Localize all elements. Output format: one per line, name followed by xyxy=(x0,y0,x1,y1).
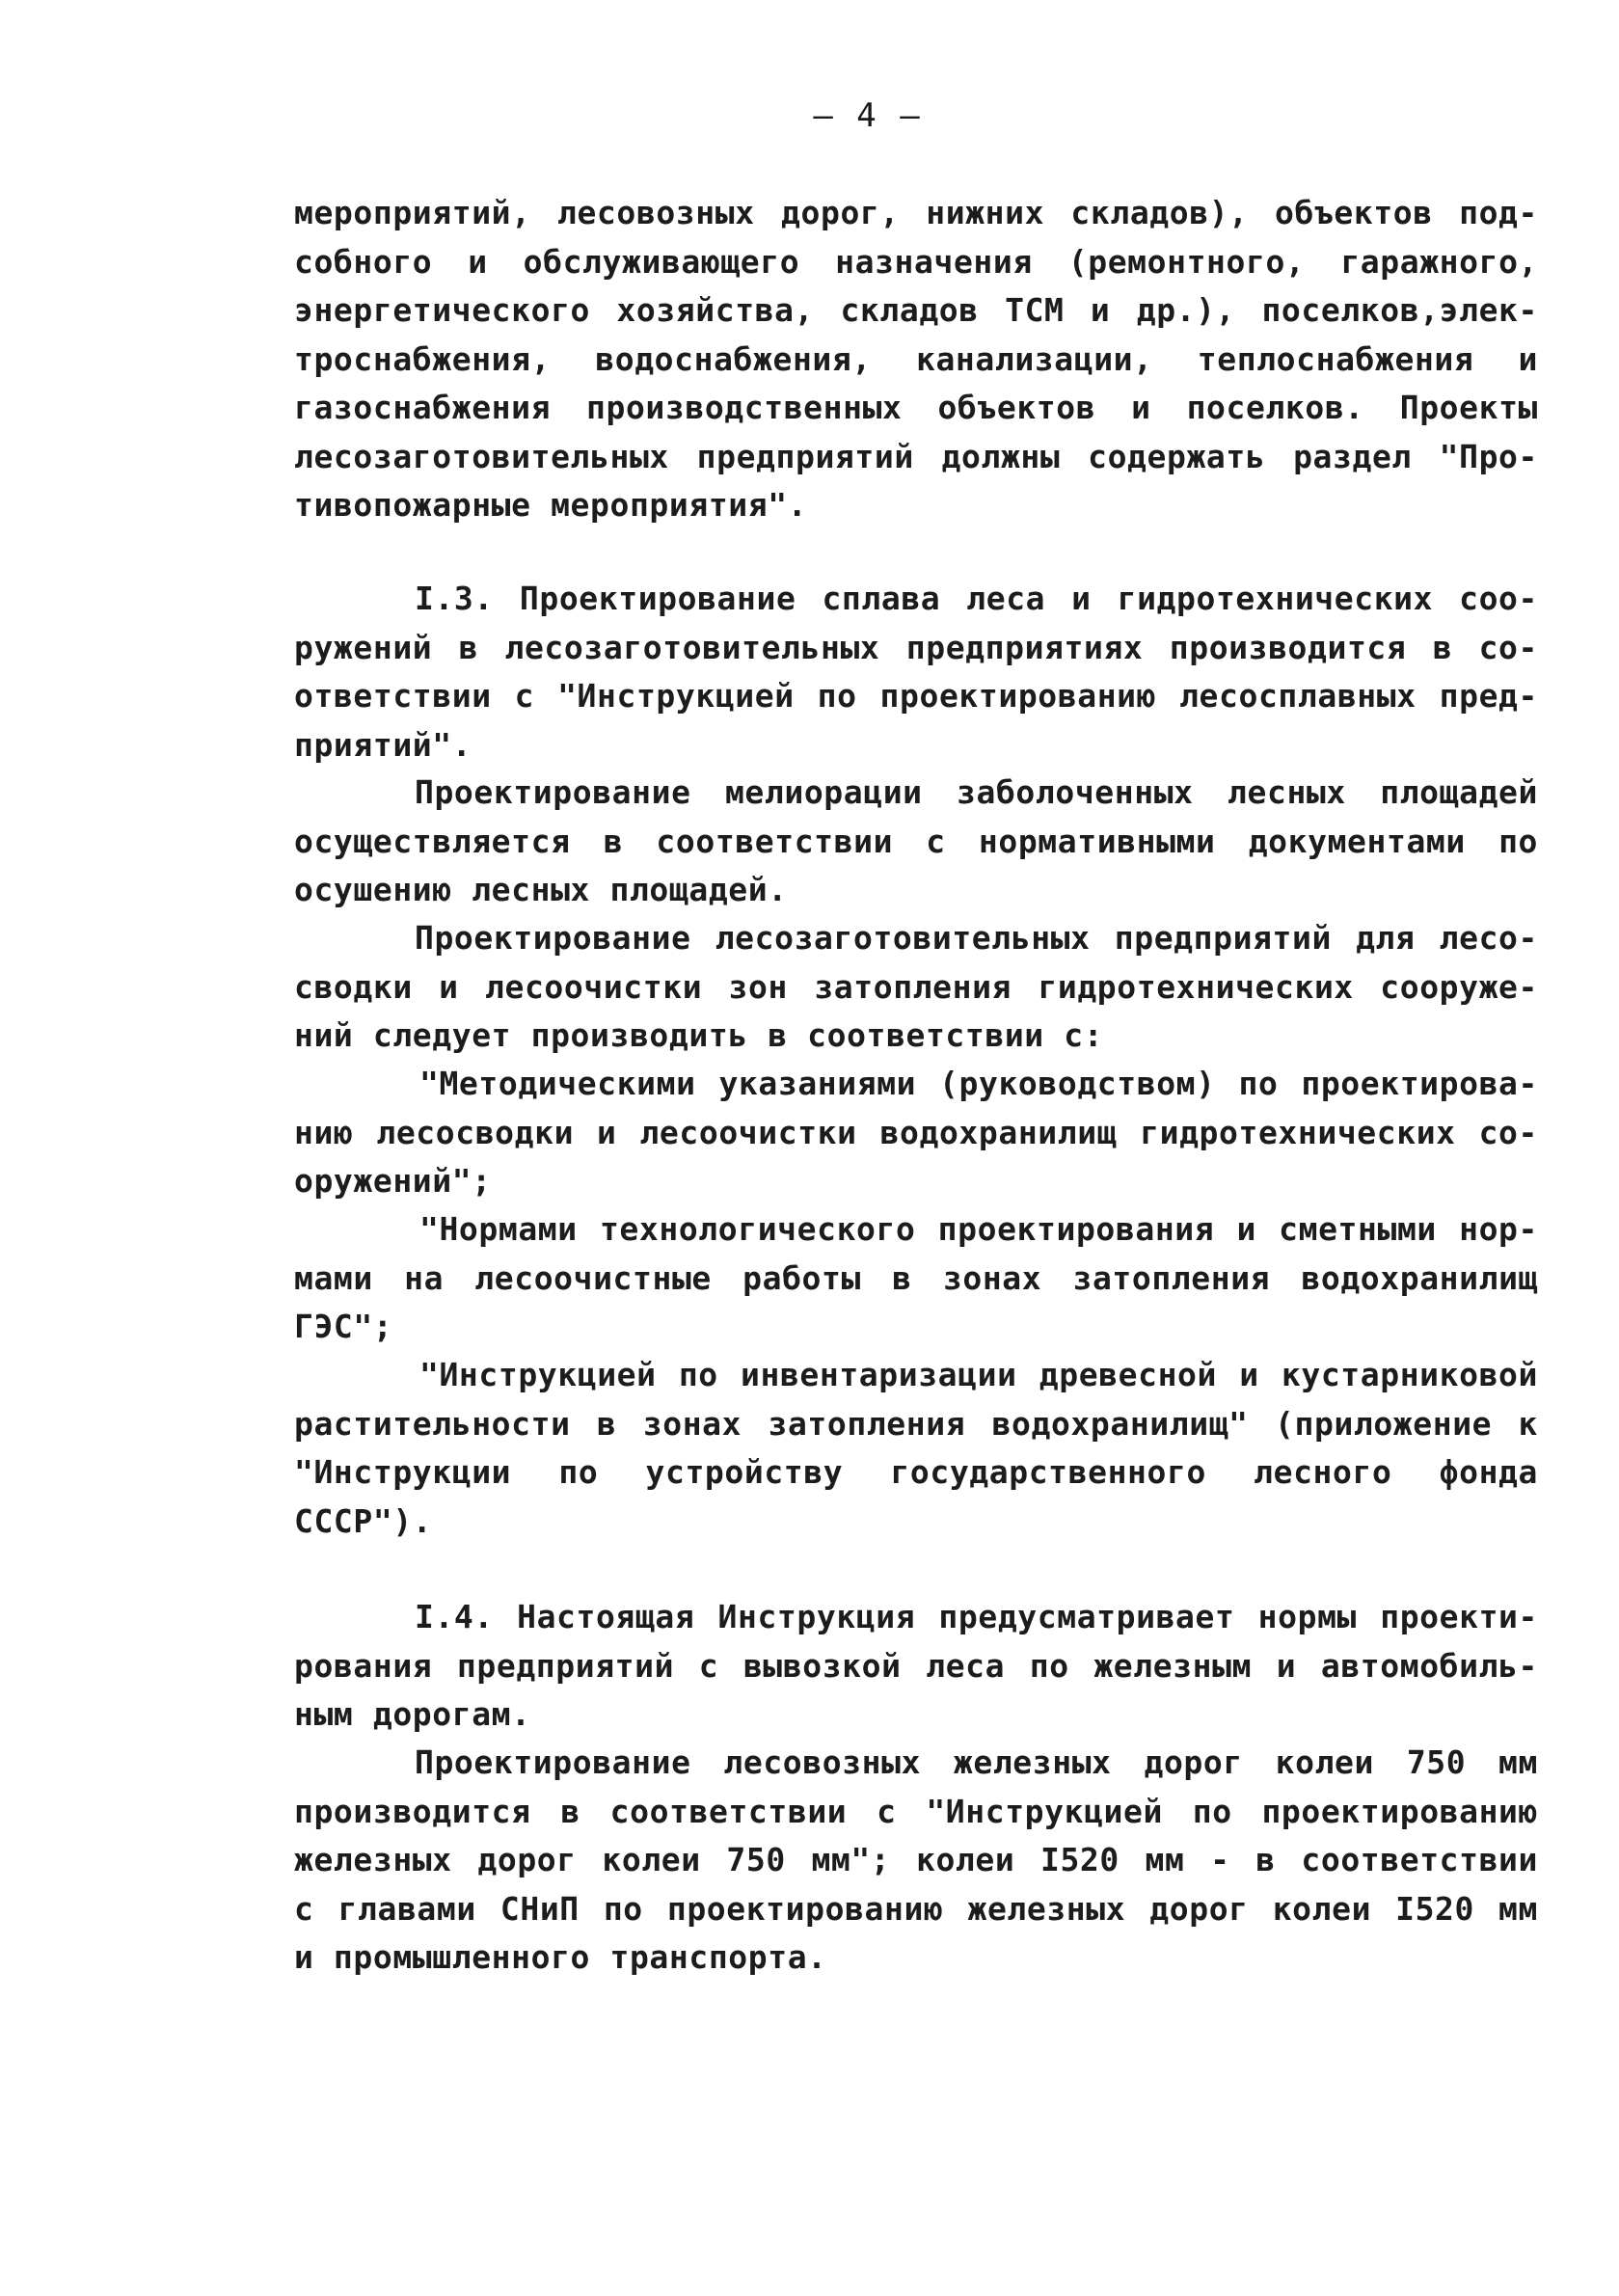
paragraph-1 xyxy=(294,189,1538,530)
text-line: ным дорогам. xyxy=(294,1695,531,1733)
text-line: производится в соответствии с "Инструкцией по проектированию xyxy=(294,1792,1538,1830)
text-line: ответствии с "Инструкцией по проектированию лесосплавных пред- xyxy=(294,677,1538,715)
paragraph-3 xyxy=(294,769,1538,915)
text-line: осуществляется в соответствии с нормативными документами по xyxy=(294,822,1538,860)
text-line: осушению лесных площадей. xyxy=(294,871,788,908)
section-1-4 xyxy=(294,1593,1538,1740)
text-line: "Нормами технологического проектирования и сметными нор- xyxy=(419,1210,1538,1248)
text-line: и промышленного транспорта. xyxy=(294,1938,827,1976)
text-line: приятий". xyxy=(294,725,472,764)
paragraph-4 xyxy=(294,914,1538,1061)
text-line: "Инструкции по устройству государственного лесного фонда xyxy=(294,1453,1538,1491)
text-line: сводки и лесоочистки зон затопления гидротехнических сооруже- xyxy=(294,967,1538,1006)
reference-inventory-instruction xyxy=(294,1351,1538,1546)
text-line: Проектирование лесозаготовительных предприятий для лесо- xyxy=(415,919,1538,957)
text-line: тивопожарные мероприятия". xyxy=(294,486,808,524)
text-line: ний следует производить в соответствии с: xyxy=(294,1016,1104,1054)
text-line: троснабжения, водоснабжения, канализации, теплоснабжения и xyxy=(294,339,1538,378)
text-line: мами на лесоочистные работы в зонах затопления водохранилищ xyxy=(294,1258,1538,1297)
text-line: I.4. Настоящая Инструкция предусматривает нормы проекти- xyxy=(415,1598,1538,1635)
text-line: I.3. Проектирование сплава леса и гидротехнических соо- xyxy=(415,580,1538,617)
text-line: с главами СНиП по проектированию железных дорог колеи I520 мм xyxy=(294,1889,1538,1928)
text-line: газоснабжения производственных объектов и поселков. Проекты xyxy=(294,389,1538,426)
text-line: рования предприятий с вывозкой леса по железным и автомобиль- xyxy=(294,1646,1538,1685)
text-line: ружений в лесозаготовительных предприятиях производится в со- xyxy=(294,628,1538,666)
text-line: Проектирование мелиорации заболоченных лесных площадей xyxy=(415,773,1538,811)
text-line: СССР"). xyxy=(294,1501,433,1540)
paragraph-9 xyxy=(294,1739,1538,1983)
reference-technological-norms xyxy=(294,1205,1538,1352)
text-line: нию лесосводки и лесоочистки водохранилищ гидротехнических со- xyxy=(294,1113,1538,1151)
page-number: — 4 — xyxy=(813,96,922,135)
text-line: собного и обслуживающего назначения (ремонтного, гаражного, xyxy=(294,242,1538,281)
text-line: растительности в зонах затопления водохранилищ" (приложение к xyxy=(294,1404,1538,1443)
section-1-3 xyxy=(294,575,1538,770)
text-line: ГЭС"; xyxy=(294,1308,393,1345)
text-line: лесозаготовительных предприятий должны содержать раздел "Про- xyxy=(294,437,1538,475)
text-line: энергетического хозяйства, складов ТСМ и др.), поселков,элек- xyxy=(294,291,1538,329)
text-line: "Методическими указаниями (руководством) по проектирова- xyxy=(419,1065,1538,1102)
reference-methodical-guidelines xyxy=(294,1060,1538,1206)
text-line: мероприятий, лесовозных дорог, нижних складов), объектов под- xyxy=(294,194,1538,231)
text-line: Проектирование лесовозных железных дорог колеи 750 мм xyxy=(415,1743,1538,1781)
text-line: "Инструкцией по инвентаризации древесной и кустарниковой xyxy=(419,1356,1538,1393)
text-line: оружений"; xyxy=(294,1162,492,1200)
text-line: железных дорог колеи 750 мм"; колеи I520 мм - в соответствии xyxy=(294,1841,1538,1878)
